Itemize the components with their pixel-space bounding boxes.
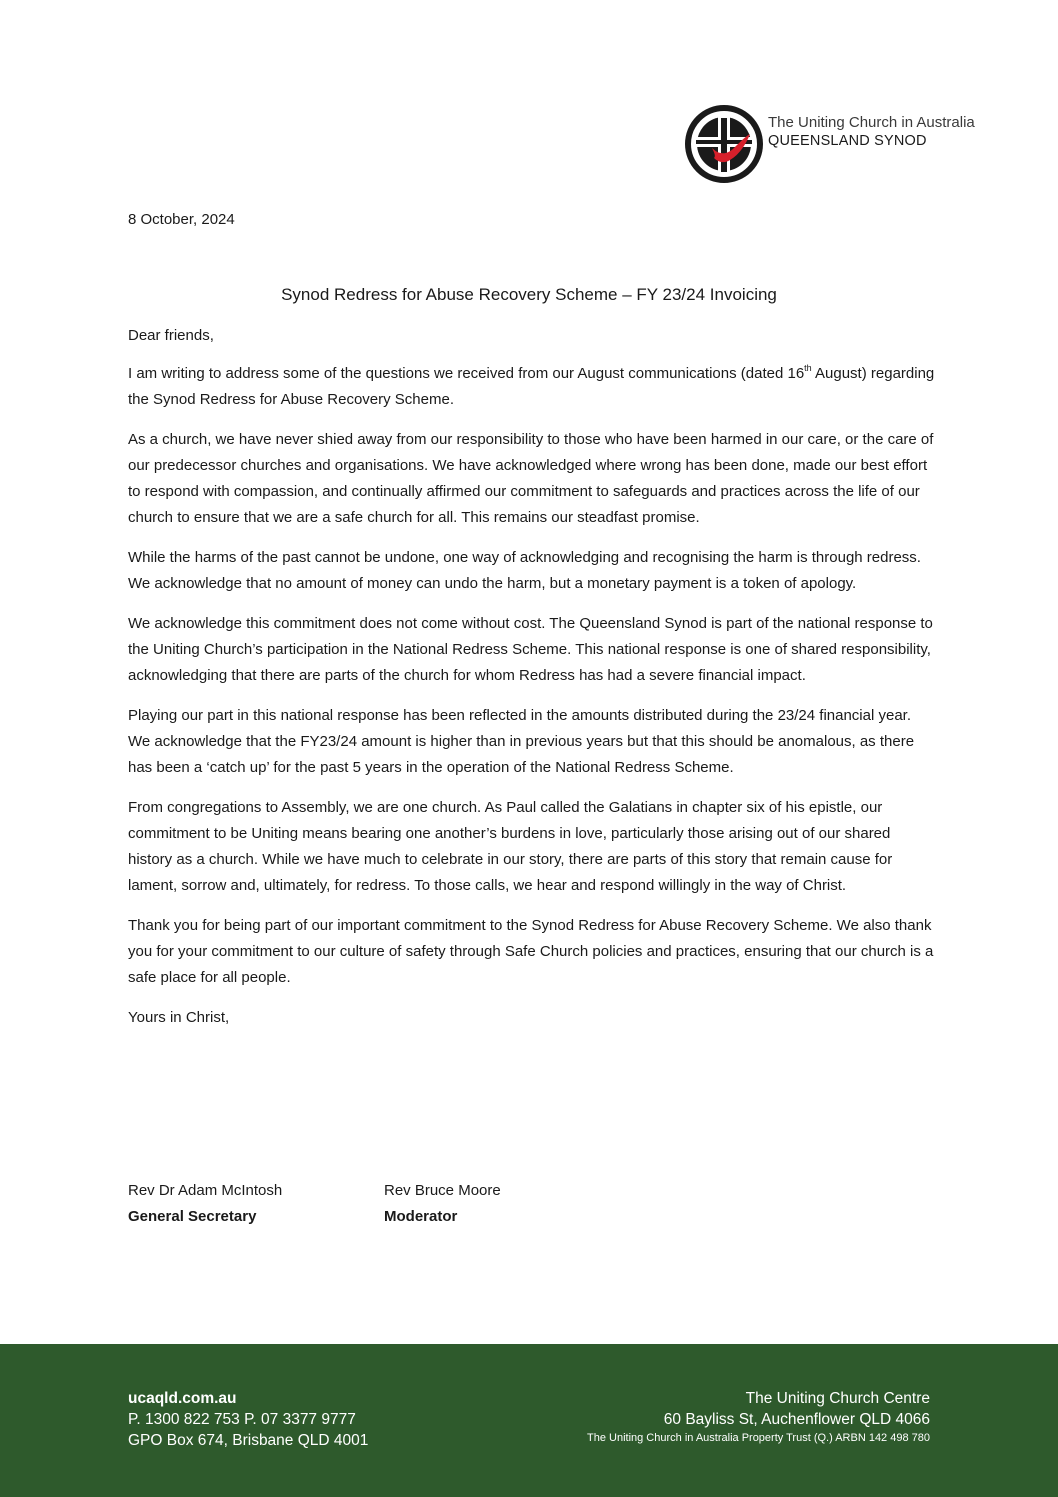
paragraph-2: As a church, we have never shied away from our responsibility to those who have been harmed in our care, or the care of our predecessor churches and organisations. We have acknowledged where wrong has been done, made our best effort to respond with compassion, and continually affirmed our commitment to safeguards and practices across the life of our church to ensure that we are a safe church for all. This remains our steadfast promise. [128,431,934,526]
org-logo [684,104,994,184]
paragraph-1 [128,361,936,413]
letter-title: Synod Redress for Abuse Recovery Scheme – FY 23/24 Invoicing [281,285,777,304]
footer-street-address: 60 Bayliss St, Auchenflower QLD 4066 [663,1411,930,1428]
signer-name: Rev Bruce Moore [384,1182,501,1199]
signer-moderator [384,1178,501,1230]
org-name-line2: QUEENSLAND SYNOD [768,133,927,149]
paragraph-3: While the harms of the past cannot be undone, one way of acknowledging and recognising the harm is through redress. We acknowledge that no amount of money can undo the harm, but a monetary payment is a token of apology. [128,549,921,592]
footer-po-box: GPO Box 674, Brisbane QLD 4001 [128,1432,369,1449]
footer-address [587,1388,930,1447]
footer-contact [128,1388,368,1451]
paragraph-6: From congregations to Assembly, we are one church. As Paul called the Galatians in chapter six of his epistle, our commitment to be Uniting means bearing one another’s burdens in love, particularly those arising out of our shared history as a church. While we have much to celebrate in our story, there are parts of this story that remain cause for lament, sorrow and, ultimately, for redress. To those calls, we hear and respond willingly in the way of Christ. [128,799,893,894]
signer-general-secretary [128,1178,282,1230]
footer-website-link[interactable]: ucaqld.com.au [128,1390,237,1407]
closing: Yours in Christ, [128,1009,230,1026]
signer-role: General Secretary [128,1208,257,1225]
footer-phones: P. 1300 822 753 P. 07 3377 9777 [128,1411,356,1428]
paragraph-1-part-a: I am writing to address some of the questions we received from our August communications (dated 16 [128,365,805,382]
page-footer [0,1344,1058,1497]
signer-role: Moderator [384,1208,458,1225]
paragraph-4: We acknowledge this commitment does not come without cost. The Queensland Synod is part of the national response to the Uniting Church’s participation in the National Redress Scheme. This national response is one of shared responsibility, acknowledging that there are parts of the church for whom Redress has had a severe financial impact. [128,615,933,684]
ordinal-suffix: th [804,363,812,373]
letter-date: 8 October, 2024 [128,211,235,228]
uniting-church-emblem-icon [684,104,764,184]
org-name-line1: The Uniting Church in Australia [768,114,975,131]
footer-trust-line: The Uniting Church in Australia Property Trust (Q.) ARBN 142 498 780 [587,1432,930,1444]
paragraph-7: Thank you for being part of our important commitment to the Synod Redress for Abuse Recovery Scheme. We also thank you for your commitment to our culture of safety through Safe Church policies and practices, ensuring that our church is a safe place for all people. [128,917,934,986]
footer-centre-name: The Uniting Church Centre [745,1390,930,1407]
paragraph-1-part-b: August) regarding the Synod Redress for Abuse Recovery Scheme. [128,365,935,408]
signer-name: Rev Dr Adam McIntosh [128,1182,283,1199]
letter-body [128,323,936,1045]
paragraph-5: Playing our part in this national response has been reflected in the amounts distributed during the 23/24 financial year. We acknowledge that the FY23/24 amount is higher than in previous years but that this should be anomalous, as there has been a ‘catch up’ for the past 5 years in the operation of the National Redress Scheme. [128,707,915,776]
salutation: Dear friends, [128,327,214,344]
